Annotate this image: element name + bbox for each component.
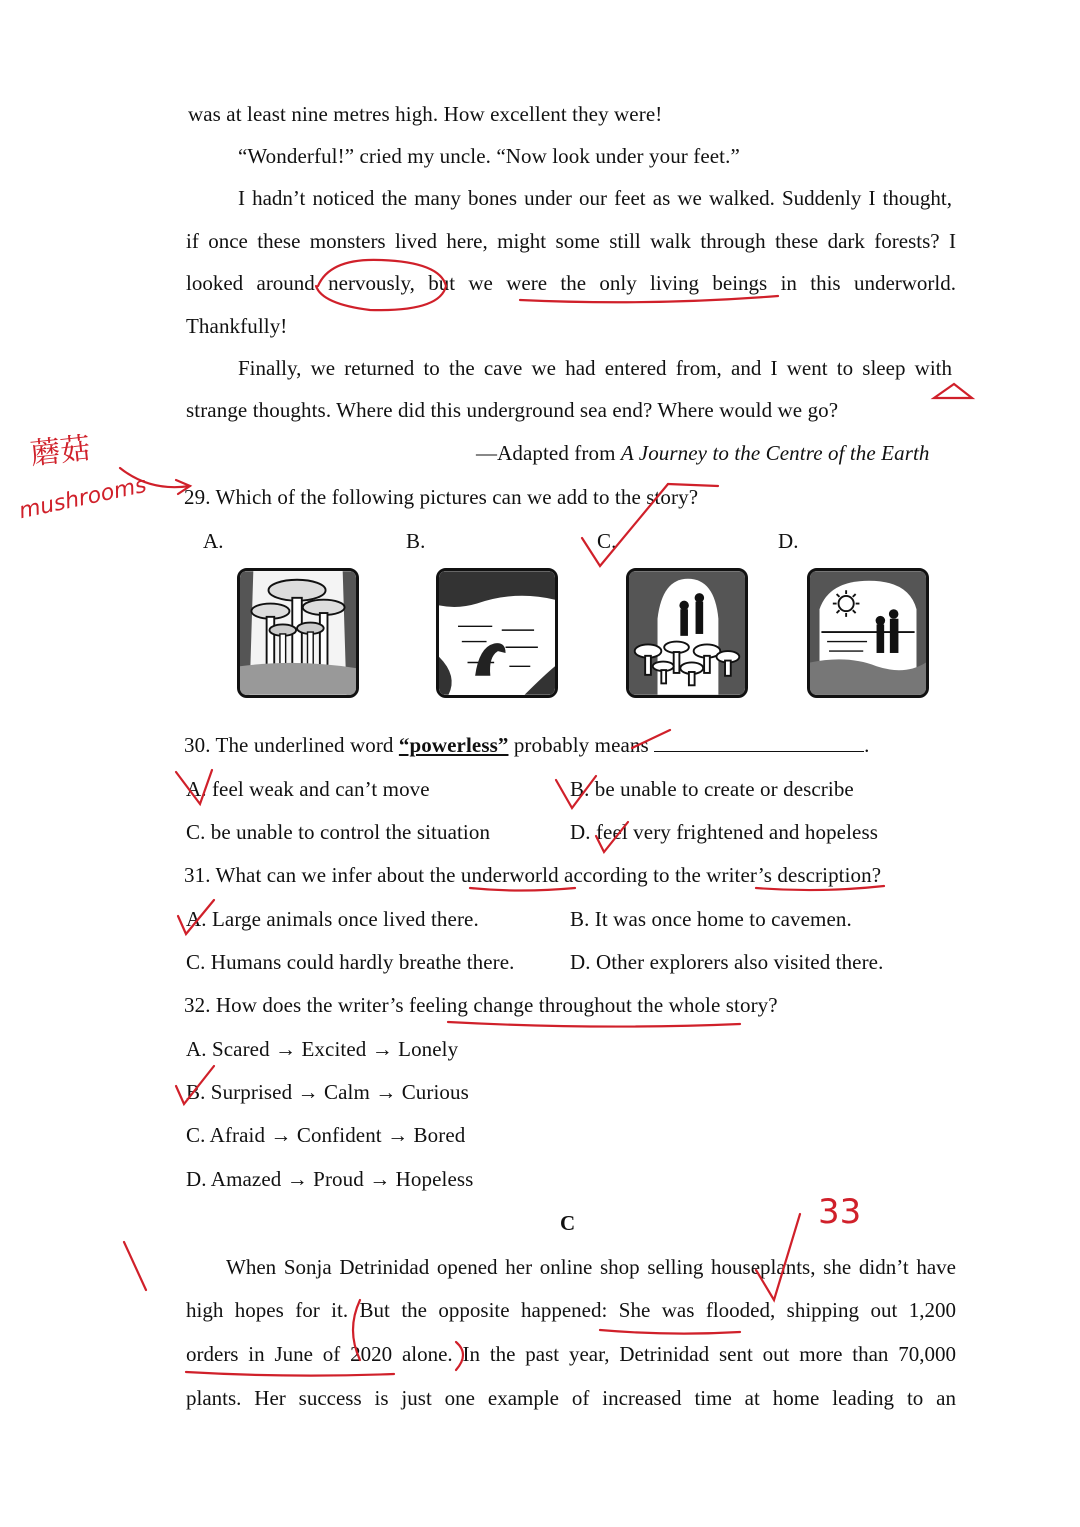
mark-near-with bbox=[934, 384, 972, 398]
q29-option-a: A. bbox=[203, 529, 224, 553]
q30-target-word: “powerless” bbox=[398, 733, 509, 757]
section-c-heading: C bbox=[560, 1211, 576, 1235]
underline-underworld bbox=[470, 888, 575, 891]
underline-living-beings bbox=[520, 296, 778, 302]
q30-stem-end: . bbox=[864, 733, 870, 757]
underline-feeling-change bbox=[448, 1022, 740, 1027]
picture-a-mushroom-forest bbox=[237, 568, 359, 698]
section-c-line-4: plants. Her success is just one example of increased time at home leading to an bbox=[186, 1386, 956, 1410]
q30-stem bbox=[184, 733, 870, 758]
story-line-5-e: in this underworld. bbox=[780, 271, 956, 295]
story-line-5-b: nervously, bbox=[328, 271, 415, 295]
story-source bbox=[476, 441, 930, 466]
q30-option-c: C. be unable to control the situation bbox=[186, 820, 491, 844]
q32-option-c: C. Afraid → Confident → Bored bbox=[186, 1123, 466, 1147]
margin-stroke-c bbox=[124, 1242, 146, 1290]
story-line-3: I hadn’t noticed the many bones under our feet as we walked. Suddenly I thought, bbox=[238, 186, 952, 210]
picture-b-sea-monster bbox=[436, 568, 558, 698]
q31-option-a: A. Large animals once lived there. bbox=[186, 907, 479, 931]
section-c-line-1: When Sonja Detrinidad opened her online shop selling houseplants, she didn’t have bbox=[226, 1255, 956, 1279]
underline-flooded bbox=[600, 1330, 740, 1334]
picture-c-cave-mushrooms-people bbox=[626, 568, 748, 698]
q30-option-a: A. feel weak and can’t move bbox=[186, 777, 430, 801]
margin-note-mushrooms: mushrooms bbox=[16, 472, 149, 525]
underline-orders bbox=[186, 1372, 394, 1376]
q29-option-d: D. bbox=[778, 529, 799, 553]
q31-option-d: D. Other explorers also visited there. bbox=[570, 950, 884, 974]
story-line-5 bbox=[186, 271, 956, 296]
q32-stem: 32. How does the writer’s feeling change throughout the whole story? bbox=[184, 993, 778, 1017]
story-line-5-a: looked around bbox=[186, 271, 315, 295]
story-line-7: Finally, we returned to the cave we had entered from, and I went to sleep with bbox=[238, 356, 952, 380]
q32-option-a: A. Scared → Excited → Lonely bbox=[186, 1037, 459, 1061]
section-c-line-2: high hopes for it. But the opposite happened: She was flooded, shipping out 1,200 bbox=[186, 1298, 956, 1322]
source-title: A Journey to the Centre of the Earth bbox=[620, 441, 930, 465]
q30-option-d: D. feel very frightened and hopeless bbox=[570, 820, 878, 844]
q31-option-c: C. Humans could hardly breathe there. bbox=[186, 950, 515, 974]
q30-option-b: B. be unable to create or describe bbox=[570, 777, 854, 801]
q30-stem-a: 30. The underlined word bbox=[184, 733, 399, 757]
q31-stem: 31. What can we infer about the underworld according to the writer’s description? bbox=[184, 863, 882, 887]
margin-note-number: 33 bbox=[818, 1192, 862, 1232]
q30-stem-b: probably means bbox=[508, 733, 655, 757]
story-line-2: “Wonderful!” cried my uncle. “Now look under your feet.” bbox=[238, 144, 740, 168]
story-line-6: Thankfully! bbox=[186, 314, 288, 338]
q31-option-b: B. It was once home to cavemen. bbox=[570, 907, 852, 931]
margin-note-chinese: 蘑菇 bbox=[28, 430, 93, 473]
q29-option-c: C. bbox=[597, 529, 617, 553]
q32-option-d: D. Amazed → Proud → Hopeless bbox=[186, 1167, 474, 1191]
story-line-4: if once these monsters lived here, might some still walk through these dark forests? I bbox=[186, 229, 956, 253]
picture-d-sunny-shore-hikers bbox=[807, 568, 929, 698]
story-line-5-d: were the only living beings bbox=[506, 271, 768, 295]
q30-answer-blank bbox=[654, 733, 864, 752]
q29-option-b: B. bbox=[406, 529, 426, 553]
section-c-line-3: orders in June of 2020 alone. In the past year, Detrinidad sent out more than 70,000 bbox=[186, 1342, 956, 1366]
story-line-8: strange thoughts. Where did this underground sea end? Where would we go? bbox=[186, 398, 839, 422]
q29-stem: 29. Which of the following pictures can we add to the story? bbox=[184, 485, 699, 509]
story-line-1: was at least nine metres high. How excellent they were! bbox=[188, 102, 663, 126]
story-line-5-c: but we bbox=[428, 271, 493, 295]
source-prefix: —Adapted from bbox=[476, 441, 621, 465]
q32-option-b: B. Surprised → Calm → Curious bbox=[186, 1080, 469, 1104]
